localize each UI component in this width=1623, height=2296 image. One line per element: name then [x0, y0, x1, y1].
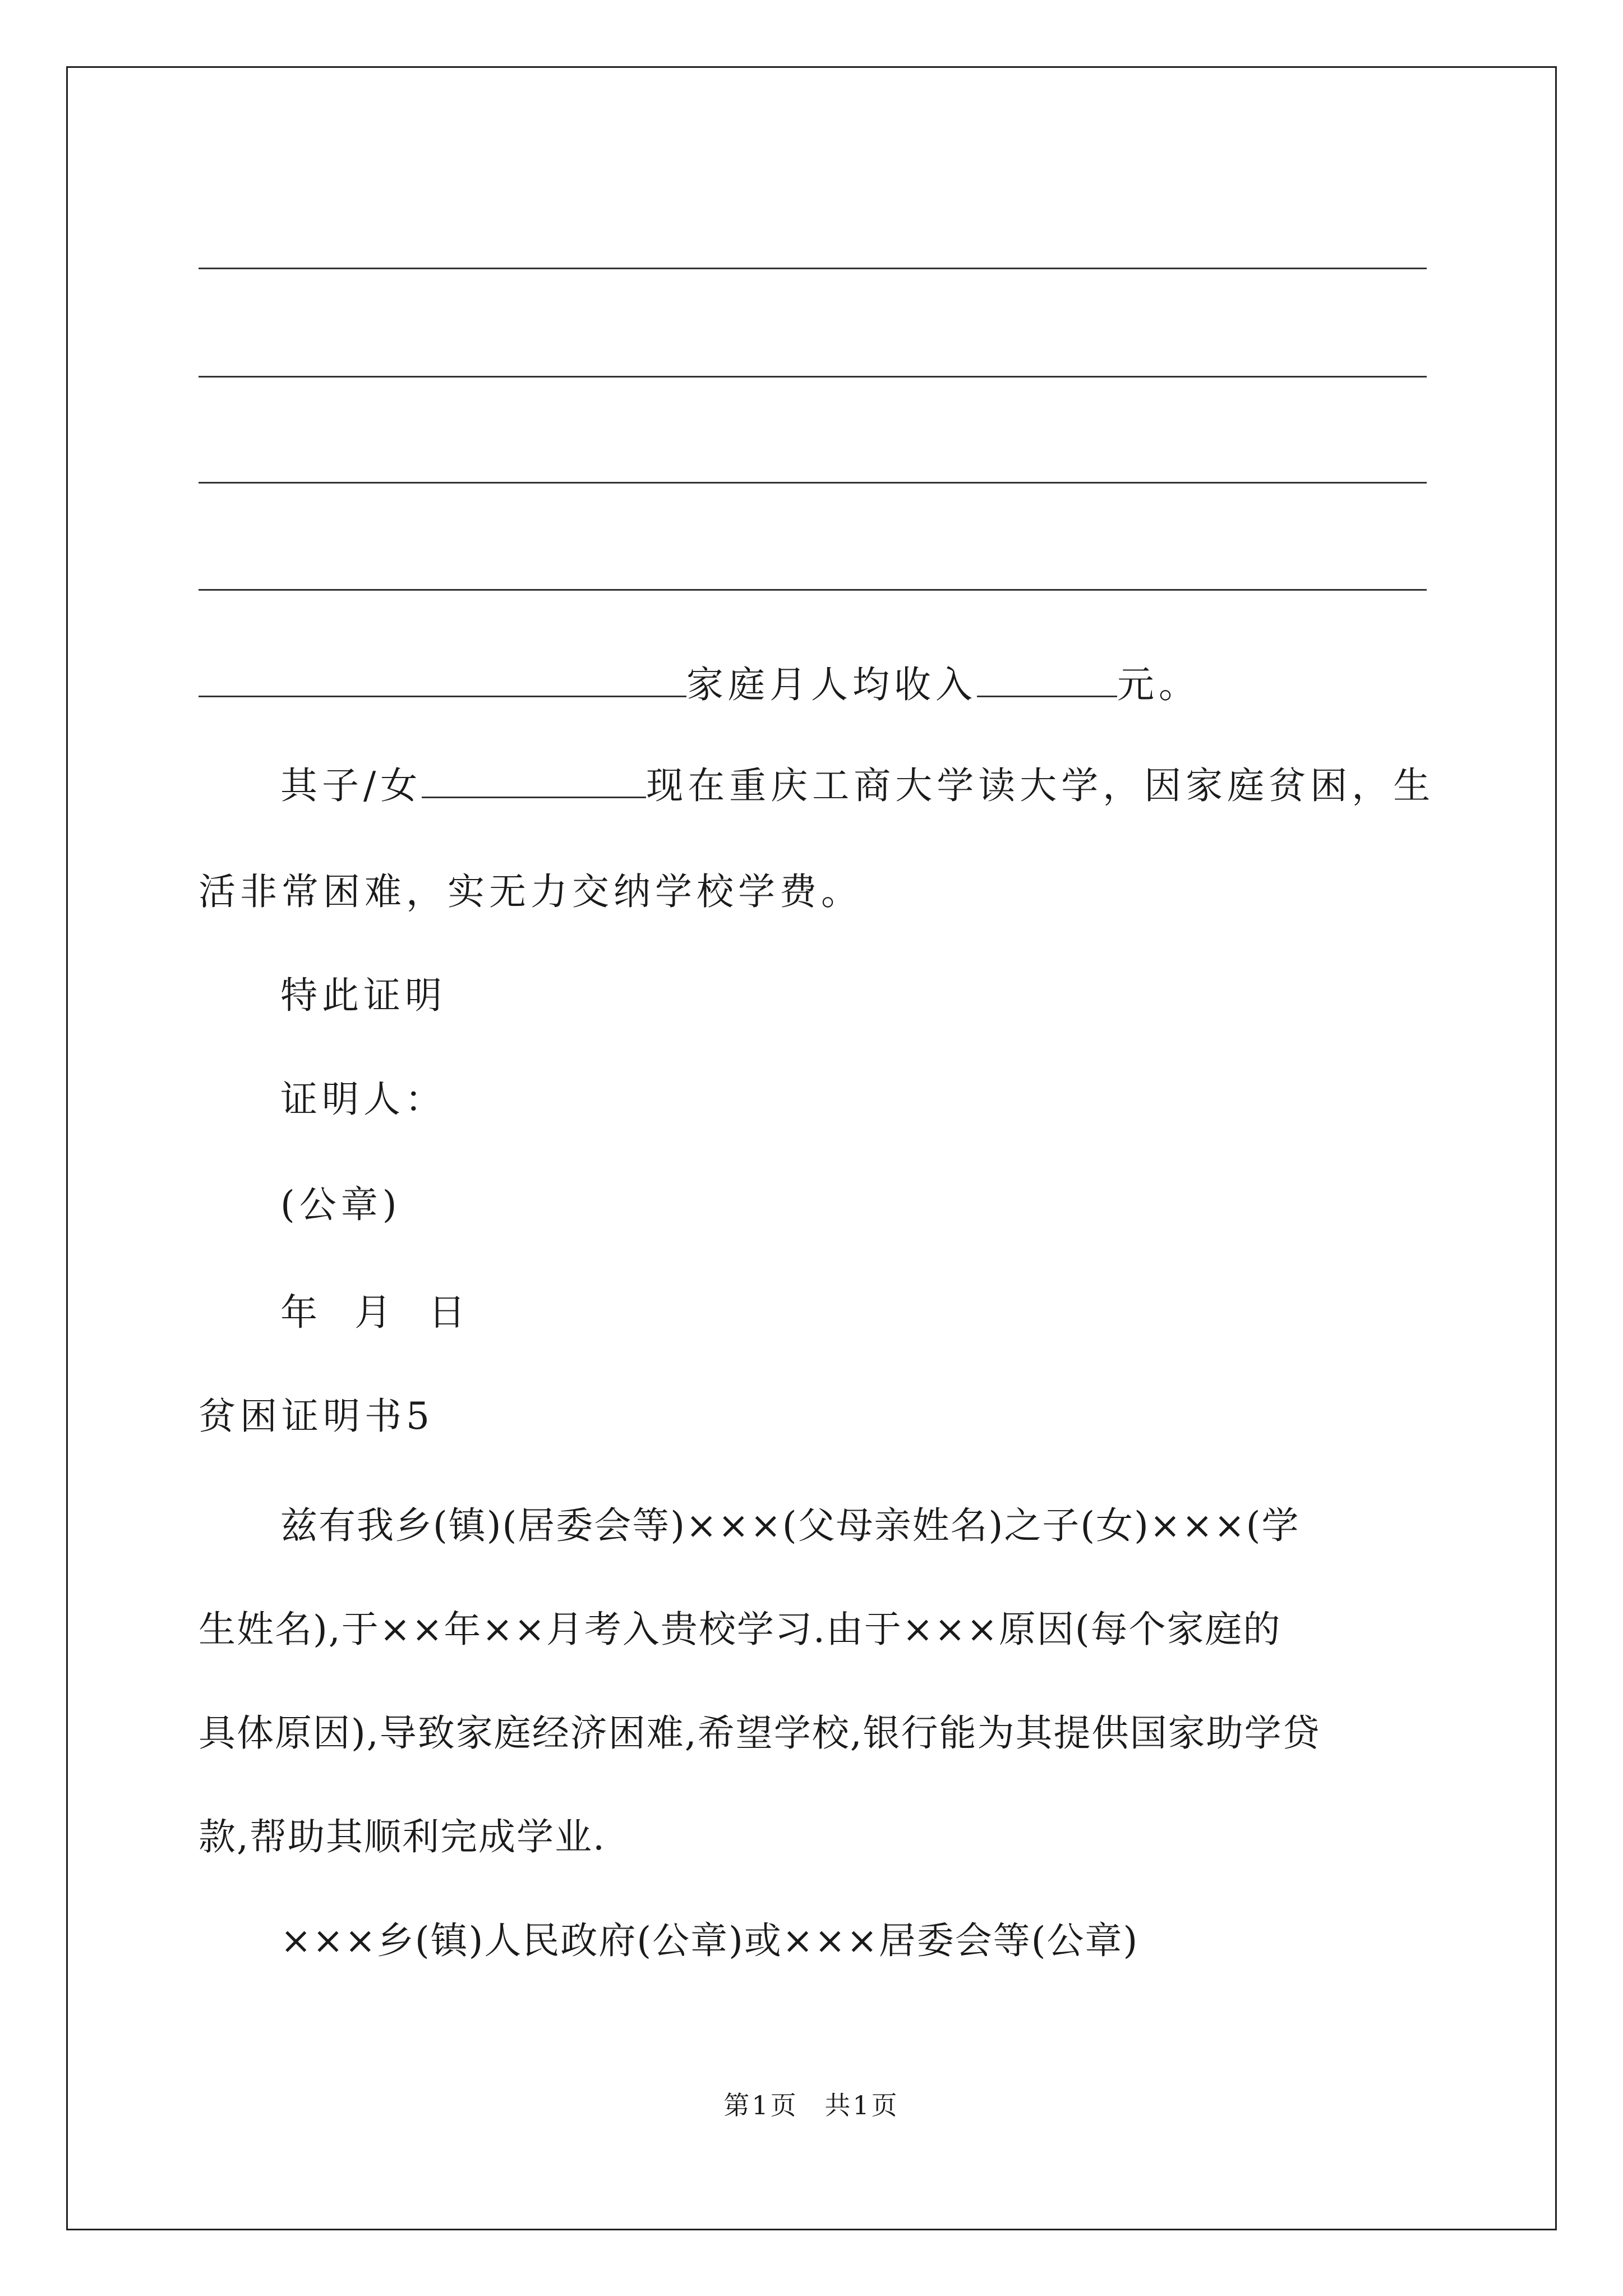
blank-line-3 — [199, 482, 1427, 484]
blank-income-field — [977, 662, 1117, 697]
section5-line3: 具体原因),导致家庭经济困难,希望学校,银行能为其提供国家助学贷 — [199, 1711, 1321, 1755]
paragraph1-line2: 活非常困难，实无力交纳学校学费。 — [199, 870, 863, 913]
blank-child-name-field — [422, 763, 646, 798]
blank-household-field — [199, 662, 686, 697]
page-border — [66, 66, 1557, 2230]
certify-text: 特此证明 — [280, 974, 446, 1017]
paragraph1-line1 — [280, 763, 1509, 808]
section5-signature: ×××乡(镇)人民政府(公章)或×××居委会等(公章) — [280, 1919, 1139, 1962]
page-number: 第1页 — [723, 2090, 799, 2120]
blank-line-2 — [199, 376, 1427, 378]
income-unit: 元。 — [1117, 663, 1200, 706]
section5-heading: 贫困证明书5 — [199, 1395, 434, 1438]
section5-line2: 生姓名),于××年××月考入贵校学习.由于×××原因(每个家庭的 — [199, 1608, 1281, 1651]
page-total: 共1页 — [824, 2090, 900, 2120]
paragraph1-suffix: 现在重庆工商大学读大学，因家庭贫困，生 — [646, 764, 1435, 807]
blank-line-1 — [199, 268, 1427, 269]
paragraph1-prefix: 其子/女 — [280, 764, 422, 807]
income-label: 家庭月人均收入 — [686, 663, 977, 706]
income-row — [199, 662, 1427, 707]
page-footer — [0, 2090, 1623, 2121]
blank-line-4 — [199, 589, 1427, 591]
seal-label: (公章) — [280, 1183, 402, 1226]
date-label: 年 月 日 — [280, 1291, 470, 1334]
section5-line1: 兹有我乡(镇)(居委会等)×××(父母亲姓名)之子(女)×××(学 — [280, 1504, 1300, 1547]
certifier-label: 证明人： — [280, 1078, 446, 1121]
section5-line4: 款,帮助其顺利完成学业. — [199, 1815, 606, 1858]
